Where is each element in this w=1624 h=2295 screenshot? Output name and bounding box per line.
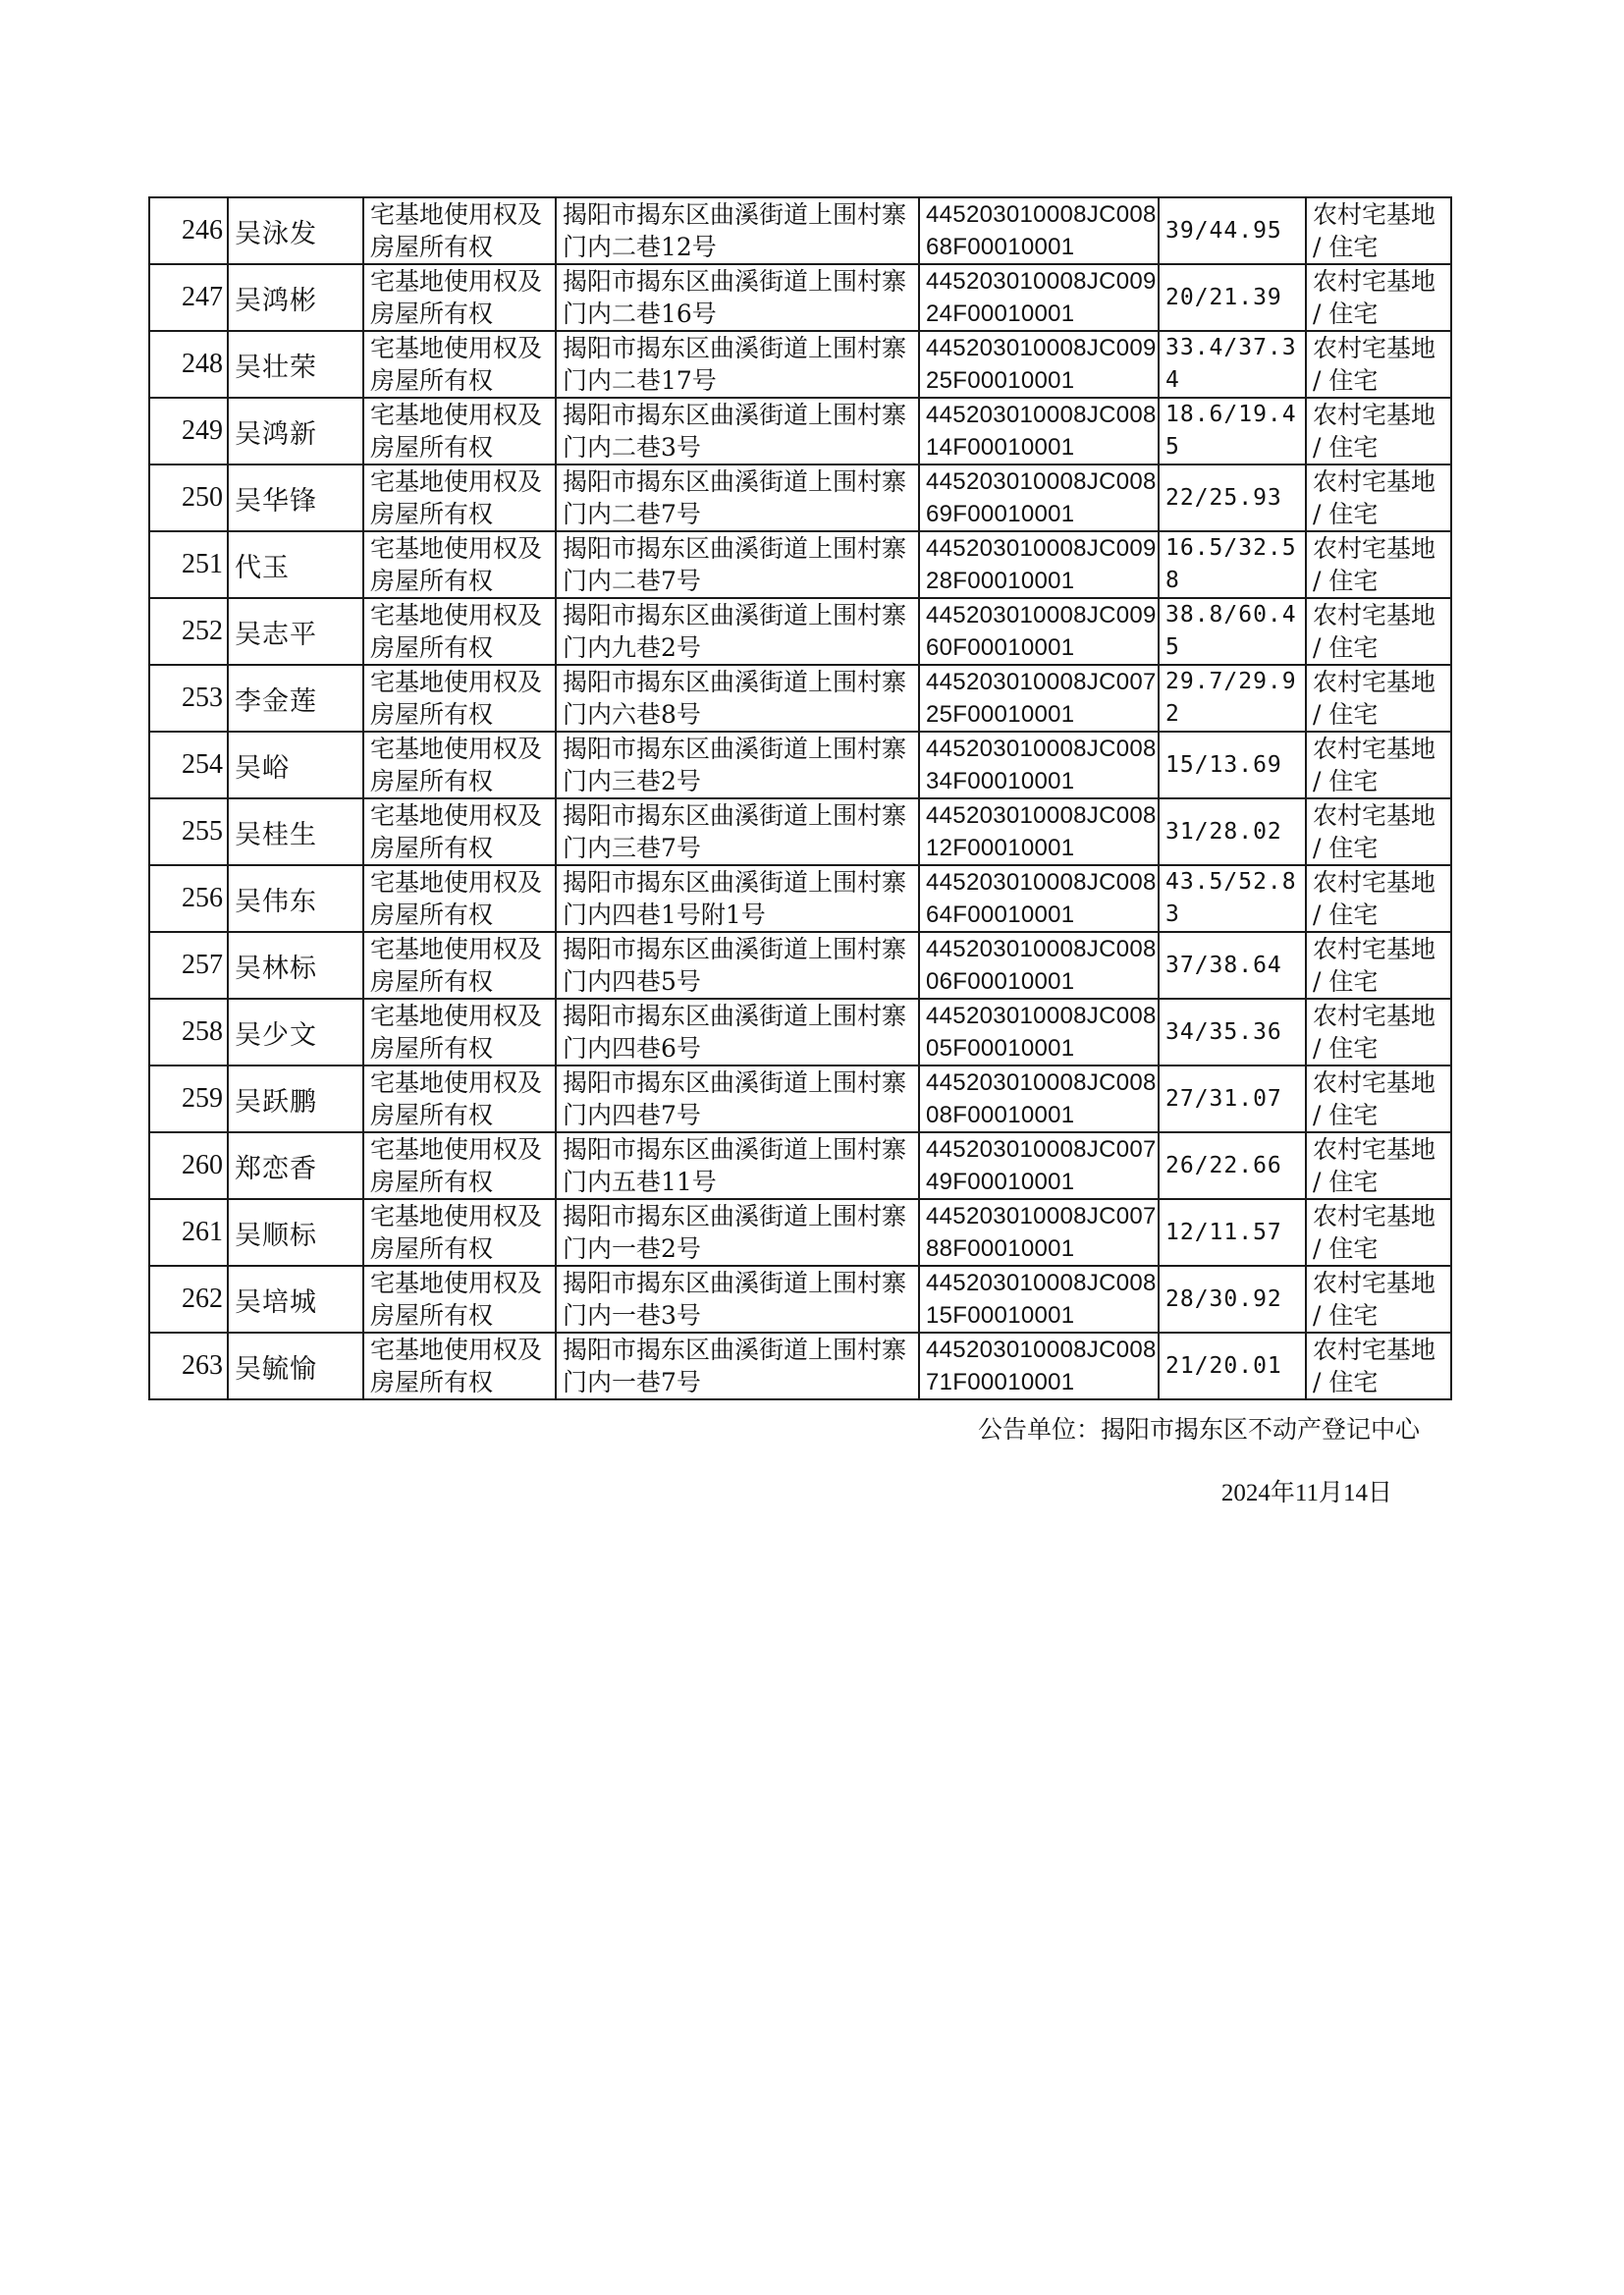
property-address: 揭阳市揭东区曲溪街道上围村寨门内六巷8号 [563,668,907,729]
land-usage: 农村宅基地 / 住宅 [1313,868,1436,929]
area-value: 43.5/52.83 [1165,869,1297,927]
row-number-cell: 246 [149,197,228,264]
right-type: 宅基地使用权及房屋所有权 [370,401,543,462]
owner-name-cell: 吴毓愉 [228,1333,363,1399]
row-number-cell: 255 [149,798,228,865]
row-number-cell: 254 [149,732,228,798]
right-type-cell [363,732,556,798]
land-usage-cell [1306,1066,1451,1132]
owner-name-cell: 吴桂生 [228,798,363,865]
land-usage: 农村宅基地 / 住宅 [1313,267,1436,328]
land-usage: 农村宅基地 / 住宅 [1313,1002,1436,1063]
row-number-cell: 253 [149,665,228,732]
right-type-cell [363,1333,556,1399]
area-value-cell [1159,1066,1306,1132]
property-address: 揭阳市揭东区曲溪街道上围村寨门内一巷3号 [563,1269,907,1330]
owner-name-cell: 吴鸿新 [228,398,363,464]
table-row [149,1066,1451,1132]
table-row [149,531,1451,598]
owner-name-cell: 吴培城 [228,1266,363,1333]
land-usage: 农村宅基地 / 住宅 [1313,401,1436,462]
right-type-cell [363,531,556,598]
right-type: 宅基地使用权及房屋所有权 [370,1336,543,1396]
row-number-cell: 257 [149,932,228,999]
land-usage-cell [1306,932,1451,999]
unit-code: 445203010008JC00806F00010001 [926,936,1157,995]
owner-name-cell: 郑恋香 [228,1132,363,1199]
announcement-date: 2024年11月14日 [1220,1480,1392,1506]
unit-code-cell [919,932,1159,999]
owner-name-cell: 吴华锋 [228,464,363,531]
registration-table-body [149,197,1451,1399]
property-address: 揭阳市揭东区曲溪街道上围村寨门内四巷1号附1号 [563,868,907,929]
table-row [149,798,1451,865]
right-type: 宅基地使用权及房屋所有权 [370,868,543,929]
right-type: 宅基地使用权及房屋所有权 [370,200,543,261]
area-value-cell [1159,464,1306,531]
property-address-cell [556,331,919,398]
right-type-cell [363,464,556,531]
land-usage: 农村宅基地 / 住宅 [1313,601,1436,662]
area-value-cell [1159,264,1306,331]
row-number-cell: 260 [149,1132,228,1199]
area-value-cell [1159,531,1306,598]
land-usage-cell [1306,331,1451,398]
area-value: 21/20.01 [1165,1352,1282,1379]
area-value: 27/31.07 [1165,1085,1282,1112]
property-address: 揭阳市揭东区曲溪街道上围村寨门内二巷7号 [563,467,907,528]
table-row [149,999,1451,1066]
land-usage-cell [1306,398,1451,464]
issuing-unit: 公告单位：揭阳市揭东区不动产登记中心 [977,1415,1420,1444]
property-address: 揭阳市揭东区曲溪街道上围村寨门内三巷7号 [563,801,907,862]
unit-code: 445203010008JC00928F00010001 [926,535,1157,594]
property-address-cell [556,1132,919,1199]
table-row [149,1132,1451,1199]
unit-code: 445203010008JC00864F00010001 [926,869,1157,928]
right-type: 宅基地使用权及房屋所有权 [370,601,543,662]
row-number-cell: 250 [149,464,228,531]
land-usage: 农村宅基地 / 住宅 [1313,1336,1436,1396]
area-value-cell [1159,798,1306,865]
right-type: 宅基地使用权及房屋所有权 [370,1002,543,1063]
right-type: 宅基地使用权及房屋所有权 [370,1135,543,1196]
property-address-cell [556,999,919,1066]
unit-code: 445203010008JC00869F00010001 [926,468,1157,527]
right-type: 宅基地使用权及房屋所有权 [370,1068,543,1129]
land-usage: 农村宅基地 / 住宅 [1313,1068,1436,1129]
property-address-cell [556,464,919,531]
area-value-cell [1159,932,1306,999]
area-value: 39/44.95 [1165,217,1282,244]
unit-code: 445203010008JC00725F00010001 [926,669,1157,728]
table-row [149,865,1451,932]
property-address: 揭阳市揭东区曲溪街道上围村寨门内二巷7号 [563,534,907,595]
area-value-cell [1159,197,1306,264]
property-address-cell [556,932,919,999]
table-row [149,464,1451,531]
area-value-cell [1159,1199,1306,1266]
right-type: 宅基地使用权及房屋所有权 [370,267,543,328]
land-usage: 农村宅基地 / 住宅 [1313,735,1436,795]
table-row [149,598,1451,665]
unit-code: 445203010008JC00808F00010001 [926,1069,1157,1128]
land-usage-cell [1306,1132,1451,1199]
property-address: 揭阳市揭东区曲溪街道上围村寨门内五巷11号 [563,1135,907,1196]
land-usage: 农村宅基地 / 住宅 [1313,467,1436,528]
right-type-cell [363,1266,556,1333]
area-value-cell [1159,598,1306,665]
unit-code-cell [919,865,1159,932]
owner-name-cell: 吴壮荣 [228,331,363,398]
unit-code: 445203010008JC00834F00010001 [926,736,1157,794]
right-type: 宅基地使用权及房屋所有权 [370,334,543,395]
property-address: 揭阳市揭东区曲溪街道上围村寨门内一巷7号 [563,1336,907,1396]
area-value: 18.6/19.45 [1165,402,1297,460]
land-usage-cell [1306,464,1451,531]
property-address-cell [556,1266,919,1333]
land-usage-cell [1306,732,1451,798]
table-row [149,398,1451,464]
land-usage-cell [1306,999,1451,1066]
area-value-cell [1159,1266,1306,1333]
unit-code-cell [919,1266,1159,1333]
unit-code-cell [919,398,1159,464]
unit-code-cell [919,264,1159,331]
row-number-cell: 252 [149,598,228,665]
right-type: 宅基地使用权及房屋所有权 [370,935,543,996]
property-address: 揭阳市揭东区曲溪街道上围村寨门内四巷6号 [563,1002,907,1063]
property-address: 揭阳市揭东区曲溪街道上围村寨门内二巷16号 [563,267,907,328]
property-address-cell [556,1199,919,1266]
right-type: 宅基地使用权及房屋所有权 [370,801,543,862]
owner-name-cell: 吴少文 [228,999,363,1066]
unit-code: 445203010008JC00871F00010001 [926,1337,1157,1395]
owner-name-cell: 吴林标 [228,932,363,999]
row-number-cell: 258 [149,999,228,1066]
area-value-cell [1159,398,1306,464]
row-number-cell: 251 [149,531,228,598]
property-address-cell [556,197,919,264]
row-number-cell: 261 [149,1199,228,1266]
table-row [149,732,1451,798]
property-address-cell [556,598,919,665]
land-usage-cell [1306,865,1451,932]
land-usage-cell [1306,264,1451,331]
unit-code: 445203010008JC00814F00010001 [926,402,1157,461]
land-usage: 农村宅基地 / 住宅 [1313,200,1436,261]
property-address-cell [556,1066,919,1132]
area-value: 37/38.64 [1165,952,1282,978]
area-value: 16.5/32.58 [1165,535,1297,593]
unit-code: 445203010008JC00805F00010001 [926,1003,1157,1062]
property-address: 揭阳市揭东区曲溪街道上围村寨门内九巷2号 [563,601,907,662]
land-usage: 农村宅基地 / 住宅 [1313,935,1436,996]
right-type-cell [363,1199,556,1266]
unit-code-cell [919,665,1159,732]
right-type: 宅基地使用权及房屋所有权 [370,1202,543,1263]
table-row [149,932,1451,999]
area-value: 33.4/37.34 [1165,335,1297,393]
right-type-cell [363,1132,556,1199]
land-usage-cell [1306,1333,1451,1399]
area-value: 38.8/60.45 [1165,602,1297,660]
table-row [149,665,1451,732]
table-row [149,1199,1451,1266]
property-address: 揭阳市揭东区曲溪街道上围村寨门内二巷3号 [563,401,907,462]
row-number-cell: 262 [149,1266,228,1333]
land-usage: 农村宅基地 / 住宅 [1313,1269,1436,1330]
row-number-cell: 249 [149,398,228,464]
right-type: 宅基地使用权及房屋所有权 [370,735,543,795]
unit-code: 445203010008JC00749F00010001 [926,1136,1157,1195]
property-address: 揭阳市揭东区曲溪街道上围村寨门内二巷12号 [563,200,907,261]
property-address: 揭阳市揭东区曲溪街道上围村寨门内二巷17号 [563,334,907,395]
property-address-cell [556,865,919,932]
right-type-cell [363,932,556,999]
area-value: 28/30.92 [1165,1285,1282,1312]
unit-code: 445203010008JC00960F00010001 [926,602,1157,661]
property-address-cell [556,732,919,798]
row-number-cell: 247 [149,264,228,331]
area-value: 31/28.02 [1165,818,1282,845]
unit-code-cell [919,1333,1159,1399]
unit-code-cell [919,732,1159,798]
unit-code-cell [919,531,1159,598]
owner-name-cell: 吴鸿彬 [228,264,363,331]
owner-name-cell: 吴峪 [228,732,363,798]
table-row [149,264,1451,331]
unit-code-cell [919,1199,1159,1266]
area-value: 12/11.57 [1165,1219,1282,1245]
land-usage: 农村宅基地 / 住宅 [1313,1135,1436,1196]
owner-name-cell: 吴伟东 [228,865,363,932]
table-row [149,197,1451,264]
property-address-cell [556,531,919,598]
area-value-cell [1159,1333,1306,1399]
table-row [149,1333,1451,1399]
right-type: 宅基地使用权及房屋所有权 [370,668,543,729]
land-usage-cell [1306,798,1451,865]
owner-name-cell: 吴志平 [228,598,363,665]
right-type-cell [363,999,556,1066]
registration-table [148,196,1452,1400]
right-type-cell [363,598,556,665]
land-usage: 农村宅基地 / 住宅 [1313,334,1436,395]
land-usage-cell [1306,1266,1451,1333]
area-value-cell [1159,331,1306,398]
right-type-cell [363,331,556,398]
unit-code: 445203010008JC00868F00010001 [926,201,1157,260]
unit-code: 445203010008JC00812F00010001 [926,802,1157,861]
property-address-cell [556,264,919,331]
right-type-cell [363,1066,556,1132]
unit-code-cell [919,598,1159,665]
area-value: 26/22.66 [1165,1152,1282,1178]
area-value-cell [1159,865,1306,932]
owner-name-cell: 李金莲 [228,665,363,732]
property-address: 揭阳市揭东区曲溪街道上围村寨门内三巷2号 [563,735,907,795]
land-usage: 农村宅基地 / 住宅 [1313,801,1436,862]
unit-code-cell [919,999,1159,1066]
unit-code: 445203010008JC00815F00010001 [926,1270,1157,1329]
land-usage-cell [1306,1199,1451,1266]
area-value-cell [1159,999,1306,1066]
table-row [149,1266,1451,1333]
land-usage-cell [1306,665,1451,732]
owner-name-cell: 吴顺标 [228,1199,363,1266]
unit-code-cell [919,1066,1159,1132]
owner-name-cell: 吴泳发 [228,197,363,264]
land-usage: 农村宅基地 / 住宅 [1313,534,1436,595]
property-address-cell [556,665,919,732]
row-number-cell: 256 [149,865,228,932]
right-type-cell [363,865,556,932]
owner-name-cell: 代玉 [228,531,363,598]
property-address: 揭阳市揭东区曲溪街道上围村寨门内四巷7号 [563,1068,907,1129]
area-value-cell [1159,1132,1306,1199]
land-usage-cell [1306,598,1451,665]
right-type: 宅基地使用权及房屋所有权 [370,1269,543,1330]
right-type-cell [363,398,556,464]
unit-code: 445203010008JC00925F00010001 [926,335,1157,394]
row-number-cell: 248 [149,331,228,398]
unit-code: 445203010008JC00924F00010001 [926,268,1157,327]
right-type: 宅基地使用权及房屋所有权 [370,467,543,528]
area-value: 15/13.69 [1165,751,1282,778]
right-type-cell [363,264,556,331]
row-number-cell: 259 [149,1066,228,1132]
area-value-cell [1159,732,1306,798]
property-address-cell [556,398,919,464]
property-address-cell [556,798,919,865]
area-value: 22/25.93 [1165,484,1282,511]
property-address: 揭阳市揭东区曲溪街道上围村寨门内一巷2号 [563,1202,907,1263]
right-type: 宅基地使用权及房屋所有权 [370,534,543,595]
table-row [149,331,1451,398]
area-value: 20/21.39 [1165,284,1282,310]
property-address-cell [556,1333,919,1399]
area-value-cell [1159,665,1306,732]
unit-code-cell [919,1132,1159,1199]
property-address: 揭阳市揭东区曲溪街道上围村寨门内四巷5号 [563,935,907,996]
land-usage-cell [1306,531,1451,598]
right-type-cell [363,197,556,264]
right-type-cell [363,665,556,732]
unit-code: 445203010008JC00788F00010001 [926,1203,1157,1262]
land-usage-cell [1306,197,1451,264]
unit-code-cell [919,331,1159,398]
area-value: 34/35.36 [1165,1018,1282,1045]
owner-name-cell: 吴跃鹏 [228,1066,363,1132]
right-type-cell [363,798,556,865]
area-value: 29.7/29.92 [1165,669,1297,727]
unit-code-cell [919,464,1159,531]
land-usage: 农村宅基地 / 住宅 [1313,1202,1436,1263]
unit-code-cell [919,197,1159,264]
land-usage: 农村宅基地 / 住宅 [1313,668,1436,729]
unit-code-cell [919,798,1159,865]
row-number-cell: 263 [149,1333,228,1399]
